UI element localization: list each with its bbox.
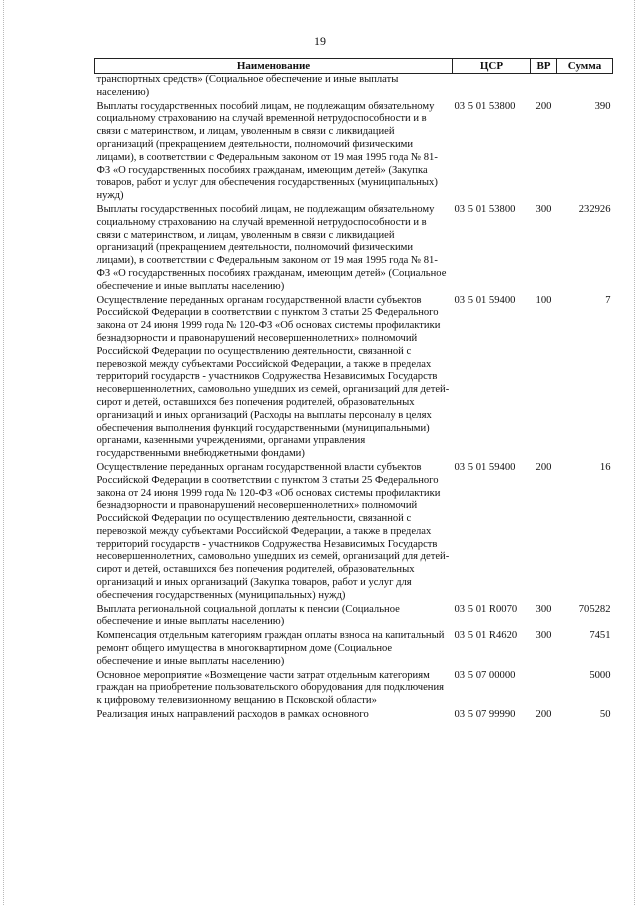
- row-vr: 300: [535, 603, 552, 615]
- right-margin-mark: [634, 0, 635, 905]
- row-name: транспортных средств» (Социальное обеспечение и иные выплаты населению): [96, 74, 399, 98]
- row-csr: [453, 74, 531, 101]
- row-vr: 200: [535, 461, 552, 473]
- row-sum: 7: [605, 294, 611, 306]
- row-sum: 5000: [589, 669, 611, 681]
- table-row: [95, 74, 613, 101]
- row-sum: 16: [599, 461, 611, 473]
- row-csr: 03 5 01 R0070: [454, 603, 518, 615]
- row-name: Выплаты государственных пособий лицам, не подлежащим обязательному социальному страхованию на случай временной нетрудоспособности и в связи с материнством, и лицам, уволенным в связи с ликвидацией организаций (прекращением деятельности, полномочий физическими лицами), в соответствии с Федеральным законом от 19 мая 1995 года № 81-ФЗ «О государственных пособиях гражданам, имеющим детей» (Закупка товаров, работ и услуг для обеспечения государственных (муниципальных) нужд): [96, 100, 438, 202]
- table-row: [95, 295, 613, 462]
- row-name: Выплата региональной социальной доплаты к пенсии (Социальное обеспечение и иные выплаты населению): [96, 603, 400, 628]
- table-row: [95, 462, 613, 604]
- table-header-row: [95, 59, 613, 74]
- row-vr: 100: [535, 294, 552, 306]
- row-name: Осуществление переданных органам государственной власти субъектов Российской Федерации в соответствии с пунктом 3 статьи 25 Федерального закона от 24 июня 1999 года № 120-ФЗ «Об основах системы профилактики безнадзорности и правонарушений несовершеннолетних» полномочий Российской Федерации по осуществлению деятельности, связанной с перевозкой между субъектами Российской Федерации, а также в пределах территорий государств - участников Содружества Независимых Государств несовершеннолетних, самовольно ушедших из семей, организаций для детей-сирот и детей, оставшихся без попечения родителей, образовательных организаций и иных организаций (Закупка товаров, работ и услуг для обеспечения государственных (муниципальных) нужд): [96, 461, 450, 601]
- row-csr: 03 5 07 99990: [454, 709, 516, 721]
- table-row: [95, 670, 613, 709]
- table-row: [95, 204, 613, 295]
- row-csr: 03 5 01 53800: [454, 100, 516, 112]
- row-name: Компенсация отдельным категориям граждан оплаты взноса на капитальный ремонт общего имущества в многоквартирном доме (Социальное обеспечение и иные выплаты населению): [96, 630, 445, 667]
- row-vr: [531, 670, 557, 709]
- row-sum: 705282: [578, 603, 611, 615]
- row-sum: 50: [599, 709, 611, 721]
- row-csr: 03 5 01 59400: [454, 461, 516, 473]
- table-row: [95, 101, 613, 204]
- table-row: [95, 709, 613, 723]
- page-number: 19: [314, 34, 326, 48]
- table-row: [95, 604, 613, 631]
- left-margin-mark: [3, 0, 4, 905]
- row-name: Основное мероприятие «Возмещение части затрат отдельным категориям граждан на приобретение пользовательского оборудования для подключения к цифровому телевизионному вещанию в Псковской области»: [96, 669, 444, 707]
- row-sum: 7451: [589, 630, 611, 642]
- header-csr: ЦСР: [453, 59, 531, 74]
- row-csr: 03 5 07 00000: [454, 669, 516, 681]
- header-sum: Сумма: [557, 59, 613, 74]
- row-csr: 03 5 01 59400: [454, 294, 516, 306]
- table-row: [95, 630, 613, 669]
- row-vr: 200: [535, 100, 552, 112]
- row-vr: 300: [535, 630, 552, 642]
- row-name: Осуществление переданных органам государственной власти субъектов Российской Федерации в соответствии с пунктом 3 статьи 25 Федерального закона от 24 июня 1999 года № 120-ФЗ «Об основах системы профилактики безнадзорности и правонарушений несовершеннолетних» полномочий Российской Федерации по осуществлению деятельности, связанной с перевозкой между субъектами Российской Федерации, а также в пределах территорий государств - участников Содружества Независимых Государств несовершеннолетних, самовольно ушедших из семей, организаций для детей-сирот и детей, оставшихся без попечения родителей, образовательных организаций и иных организаций (Расходы на выплаты персоналу в целях обеспечения выполнения функций государственными (муниципальными) органами, казенными учреждениями, органами управления государственными внебюджетными фондами): [96, 294, 450, 460]
- row-vr: 300: [535, 203, 552, 215]
- row-name: Реализация иных направлений расходов в рамках основного: [96, 709, 369, 721]
- row-sum: 232926: [578, 203, 611, 215]
- row-csr: 03 5 01 53800: [454, 203, 516, 215]
- header-name: Наименование: [95, 59, 453, 74]
- header-vr: ВР: [531, 59, 557, 74]
- row-sum: [557, 74, 613, 101]
- row-sum: 390: [594, 100, 611, 112]
- row-name: Выплаты государственных пособий лицам, не подлежащим обязательному социальному страхованию на случай временной нетрудоспособности и в связи с материнством, и лицам, уволенным в связи с ликвидацией организаций (прекращением деятельности, полномочий физическими лицами), в соответствии с Федеральным законом от 19 мая 1995 года № 81-ФЗ «О государственных пособиях гражданам, имеющим детей» (Социальное обеспечение и иные выплаты населению): [96, 203, 447, 292]
- budget-table: [94, 58, 613, 723]
- row-vr: [531, 74, 557, 101]
- row-vr: 200: [535, 709, 552, 721]
- row-csr: 03 5 01 R4620: [454, 630, 518, 642]
